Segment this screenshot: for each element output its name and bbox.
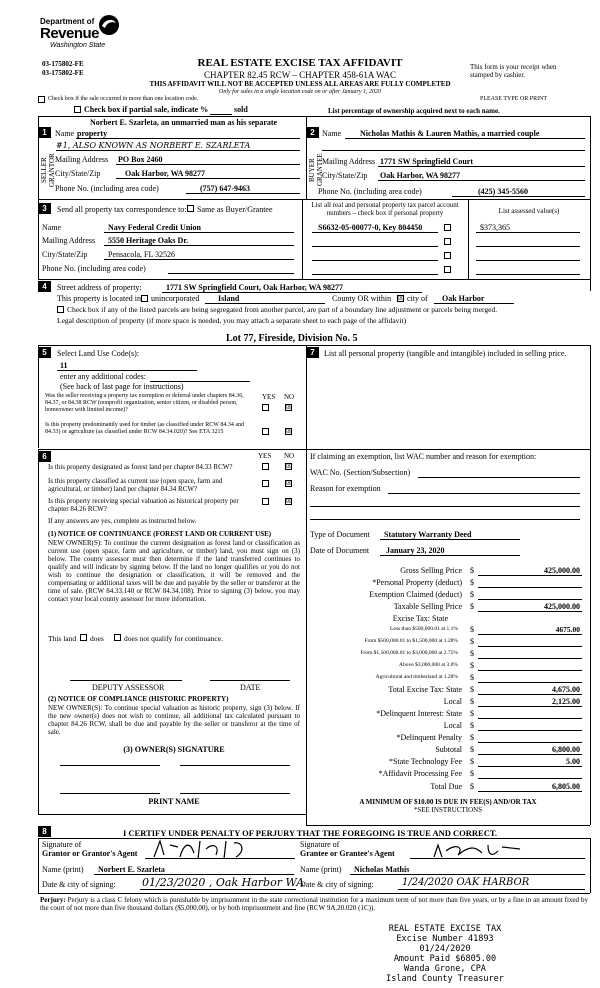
s6-q1: Is this property designated as forest land per chapter 84.33 RCW?: [48, 463, 233, 471]
s6-q2-yes-checkbox[interactable]: [262, 480, 269, 487]
corr-name-label: Name: [42, 223, 62, 232]
tier4-label: Above $3,000,000 at 3.0%: [399, 662, 458, 668]
owner-signature-label: (3) OWNER(S) SIGNATURE: [123, 745, 225, 754]
form-note: Only for sales in a single location code on or after January 1, 2020: [219, 89, 381, 95]
stamp-line2: Excise Number 41893: [396, 934, 494, 944]
seller-aka-handwritten: #1, ALSO KNOWN AS NORBERT E. SZARLETA: [56, 141, 251, 150]
logo-swirl-icon: [98, 14, 120, 36]
form-title: REAL ESTATE EXCISE TAX AFFIDAVIT: [197, 57, 403, 69]
section-3-number: 3: [38, 203, 51, 214]
stamp-line1: REAL ESTATE EXCISE TAX: [388, 924, 502, 934]
q2-no-checkbox[interactable]: ☒: [286, 427, 293, 435]
tech-fee-label: *State Technology Fee: [388, 757, 462, 766]
partial-sale-label: Check box if partial sale, indicate %: [84, 105, 209, 114]
grantor-sig-label2: Grantor or Grantor's Agent: [42, 849, 138, 858]
street-label: Street address of property:: [57, 283, 142, 292]
section-5-number: 5: [38, 347, 51, 358]
personal-property-heading: List all personal property (tangible and intangible) included in selling price.: [324, 349, 567, 358]
grantor-date-city-label: Date & city of signing:: [42, 880, 116, 889]
gross-label: Gross Selling Price: [400, 566, 462, 575]
tier3-label: From $1,500,000.01 to $3,000,000 at 2.75%: [360, 650, 458, 656]
gross-value[interactable]: 425,000.00: [544, 566, 580, 575]
seller-side-label: SELLER GRANTOR: [40, 153, 56, 187]
land-use-q1: Was the seller receiving a property tax exemption or deferral under chapters 84.36, 84.37, or 84.38 RCW (nonprofit organization, senior citizen, or disabled person, homeowner with limited income)?: [45, 393, 244, 413]
s6-q2: Is this property classified as current use (open space, farm and agricultural, or timber) land per chapter 84.34 RCW?: [48, 477, 223, 493]
tier3-dollar: $: [470, 649, 474, 658]
s6-q3-yes-checkbox[interactable]: [262, 498, 269, 505]
seller-city[interactable]: Oak Harbor, WA 98277: [125, 169, 206, 178]
q1-no-checkbox[interactable]: ☒: [286, 403, 293, 411]
seller-name-line2[interactable]: property: [77, 129, 108, 138]
land-use-label: Select Land Use Code(s):: [57, 349, 139, 358]
seller-city-label: City/State/Zip: [55, 169, 101, 178]
form-id-2: 03-175802-FE: [42, 69, 84, 77]
parcel-3-personal-checkbox[interactable]: [444, 252, 451, 259]
city-name[interactable]: Oak Harbor: [442, 294, 485, 303]
print-note: PLEASE TYPE OR PRINT: [480, 96, 548, 102]
total-state-label: Total Excise Tax: State: [388, 685, 462, 694]
legal-description[interactable]: Lot 77, Fireside, Division No. 5: [226, 333, 358, 344]
tier2-dollar: $: [470, 637, 474, 646]
grantor-print-name[interactable]: Norbert E. Szarleta: [98, 865, 165, 874]
gross-dollar: $: [470, 566, 474, 575]
boundary-checkbox[interactable]: [57, 306, 64, 313]
personal-label: *Personal Property (deduct): [372, 578, 462, 587]
corr-mailing-label: Mailing Address: [42, 236, 96, 245]
buyer-name-label: Name: [322, 129, 342, 138]
perjury-text: Perjury is a class C felony which is punishable by imprisonment in the state correctional institution for a maximum term of not more than five years, or by a fine in an amount fixed by the court of not more than five thousand dollars ($5,000.00), or by both imprisonment and fine (RCW 9A.20.020 (1C)).: [40, 896, 588, 912]
doc-type[interactable]: Statutory Warranty Deed: [384, 530, 472, 539]
corr-mailing[interactable]: 5550 Heritage Oaks Dr.: [108, 236, 189, 245]
s6-q1-yes-checkbox[interactable]: [262, 463, 269, 470]
section-2-number: 2: [306, 127, 319, 138]
this-land-label: This land: [48, 634, 77, 643]
total-state-value[interactable]: 4,675.00: [552, 685, 580, 694]
section-4-number: 4: [38, 281, 51, 292]
agency-line1: Department of: [40, 17, 95, 26]
seller-mailing[interactable]: PO Box 2460: [118, 155, 163, 164]
deputy-assessor-label: DEPUTY ASSESSOR: [92, 683, 165, 692]
tier2-label: From $500,000.01 to $1,500,000 at 1.28%: [364, 638, 458, 644]
land-use-code[interactable]: 11: [60, 361, 68, 370]
seller-name-label: Name: [55, 129, 75, 138]
city-of-label: city of: [407, 294, 428, 303]
buyer-name[interactable]: Nicholas Mathis & Lauren Mathis, a married couple: [360, 129, 540, 138]
taxable-value[interactable]: 425,000.00: [544, 602, 580, 611]
tier1-label: Less than $500,000.01 at 1.1%: [390, 626, 458, 632]
affidavit-fee-dollar: $: [470, 769, 474, 778]
print-name-label: PRINT NAME: [148, 797, 200, 806]
stamp-line4: Amount Paid $6805.00: [393, 954, 497, 964]
treasurer-stamp: [370, 924, 520, 984]
located-label: This property is located in: [57, 294, 141, 303]
notice2-title: (2) NOTICE OF COMPLIANCE (HISTORIC PROPERTY): [48, 695, 229, 703]
parcel-1-personal-checkbox[interactable]: [444, 224, 451, 231]
land-use-q2: Is this property predominantly used for timber (as classified under RCW 84.34 and 84.33) or agriculture (as classified under RCW 84.34.020)? See ETA 3215: [45, 422, 245, 435]
corr-city[interactable]: Pensacola, FL 32526: [108, 250, 176, 259]
total-state-dollar: $: [470, 685, 474, 694]
subtotal-value[interactable]: 6,800.00: [552, 745, 580, 754]
tier5-dollar: $: [470, 673, 474, 682]
deputy-date-label: DATE: [240, 683, 261, 692]
taxable-label: Taxable Selling Price: [393, 602, 462, 611]
seller-phone[interactable]: (757) 647-9463: [200, 184, 250, 193]
certify-statement: I CERTIFY UNDER PENALTY OF PERJURY THAT THE FOREGOING IS TRUE AND CORRECT.: [122, 828, 497, 838]
exemption-heading: If claiming an exemption, list WAC number and reason for exemption:: [310, 452, 537, 461]
grantor-date-city[interactable]: 01/23/2020 , Oak Harbor WA: [142, 876, 305, 889]
s6-any-yes: If any answers are yes, complete as instructed below.: [48, 517, 197, 525]
section-1-number: 1: [38, 127, 51, 138]
stamp-line3: 01/24/2020: [419, 944, 471, 954]
unincorporated-checkbox[interactable]: [141, 295, 148, 302]
unincorporated-label: unincorporated: [151, 294, 200, 303]
same-as-buyer-label: Same as Buyer/Grantee: [197, 205, 273, 214]
subtotal-dollar: $: [470, 745, 474, 754]
grantee-sig-label2: Grantee or Grantee's Agent: [300, 849, 395, 858]
delinq-state-dollar: $: [470, 709, 474, 718]
grantee-date-city-label: Date & city of signing:: [300, 880, 374, 889]
notice1-title: (1) NOTICE OF CONTINUANCE (FOREST LAND OR CURRENT USE): [48, 530, 272, 538]
does-not-checkbox[interactable]: [114, 634, 121, 641]
taxable-dollar: $: [470, 602, 474, 611]
corr-name[interactable]: Navy Federal Credit Union: [108, 223, 201, 232]
s6-q3-no-checkbox[interactable]: ☒: [286, 497, 293, 505]
legal-note: Legal description of property (if more space is needed, you may attach a separate sheet to each page of the affidavit): [57, 316, 407, 325]
minimum-note: A MINIMUM OF $10.00 IS DUE IN FEE(S) AND/OR TAX: [359, 798, 537, 806]
form-warning: THIS AFFIDAVIT WILL NOT BE ACCEPTED UNLESS ALL AREAS ARE FULLY COMPLETED: [149, 80, 451, 88]
street-address[interactable]: 1771 SW Springfield Court, Oak Harbor, WA 98277: [166, 283, 343, 292]
s6-q1-no-checkbox[interactable]: ☒: [286, 462, 293, 470]
receipt-note: This form is your receipt when stamped by cashier.: [470, 63, 557, 79]
buyer-mailing-label: Mailing Address: [322, 157, 376, 166]
local-label: Local: [443, 697, 462, 706]
county-name[interactable]: Island: [218, 294, 240, 303]
form-id-1: 03-175802-FE: [42, 60, 84, 68]
does-not-label: does not qualify for continuance.: [124, 634, 223, 643]
exemption-dollar: $: [470, 590, 474, 599]
section-7-number: 7: [306, 347, 319, 358]
delinq-local-dollar: $: [470, 721, 474, 730]
multi-location-label: Check box if the sale occurred in more than one location code.: [48, 96, 199, 102]
tier4-dollar: $: [470, 661, 474, 670]
parcels-heading: List all real and personal property tax parcel account numbers – check box if personal property: [311, 201, 459, 217]
agency-name: Revenue: [40, 25, 100, 42]
boundary-note: Check box if any of the listed parcels are being segregated from another parcel, are part of a boundary line adjustment or parcels being merged.: [67, 305, 498, 314]
exemption-label: Exemption Claimed (deduct): [369, 590, 462, 599]
doc-date-label: Date of Document: [310, 546, 370, 555]
seller-name-line1[interactable]: Norbert E. Szarleta, an unmarried man as his separate: [90, 118, 278, 127]
wac-label: WAC No. (Section/Subsection): [310, 468, 411, 477]
affidavit-fee-label: *Affidavit Processing Fee: [378, 769, 462, 778]
does-label: does: [90, 634, 104, 643]
total-due-label: Total Due: [430, 782, 462, 791]
county-label: County OR within: [332, 294, 392, 303]
land-use-yes-label: YES: [262, 393, 276, 401]
delinq-local-label: Local: [443, 721, 462, 730]
delinq-penalty-dollar: $: [470, 733, 474, 742]
assessed-heading: List assessed value(s): [498, 207, 560, 215]
corr-city-label: City/State/Zip: [42, 250, 88, 259]
land-use-no-label: NO: [284, 393, 295, 401]
assessed-value[interactable]: $373,365: [480, 223, 510, 232]
additional-codes-label: enter any additional codes:: [60, 372, 146, 381]
s6-q2-no-checkbox[interactable]: ☒: [286, 479, 293, 487]
buyer-side-label: BUYER GRANTEE: [308, 153, 324, 187]
notice2-body: NEW OWNER(S): To continue special valuation as historic property, sign (3) below. If the new owner(s) does not wish to continue, all additional tax calculated pursuant to chapter 84.26 RCW, shall be due and payable by the seller or transferor at the time of sale.: [48, 704, 300, 736]
agency-state: Washington State: [50, 42, 106, 49]
grantee-sig-label1: Signature of: [300, 840, 340, 849]
tier1-value[interactable]: 4675.00: [555, 625, 580, 634]
buyer-mailing[interactable]: 1771 SW Springfield Court: [380, 157, 473, 166]
back-note: (See back of last page for instructions): [60, 382, 184, 391]
grantee-print-name[interactable]: Nicholas Mathis: [354, 865, 410, 874]
tier1-dollar: $: [470, 625, 474, 634]
parcel-number[interactable]: S6632-05-00077-0, Key 804450: [318, 223, 423, 232]
notice1-body: NEW OWNER(S): To continue the current designation as forest land or classification as current use (open space, farm and agriculture, or timber) land, you must sign on (3) below. The county assessor must then determine if the land transferred continues to qualify and will indicate by signing below. If the land no longer qualifies or you do not wish to continue the designation or classification, it will be removed and the compensating or additional taxes will be due and payable by the seller or transferor at the time of sale. (RCW 84.33.140 or RCW 84.34.108). Prior to signing (3) below, you may contact your local county assessor for more information.: [48, 539, 300, 603]
subtotal-label: Subtotal: [435, 745, 462, 754]
dor-logo: [40, 14, 130, 54]
perjury-label: Perjury:: [40, 896, 66, 904]
multi-location-checkbox[interactable]: [38, 96, 45, 103]
stamp-line5: Wanda Grone, CPA: [404, 964, 486, 974]
parcel-4-personal-checkbox[interactable]: [444, 266, 451, 273]
correspondence-heading: Send all property tax correspondence to:: [57, 205, 187, 214]
grantor-print-label: Name (print): [42, 865, 84, 874]
corr-phone-label: Phone No. (including area code): [42, 264, 146, 273]
s6-yes-label: YES: [258, 452, 272, 460]
q2-yes-checkbox[interactable]: [262, 428, 269, 435]
doc-date[interactable]: January 23, 2020: [386, 546, 445, 555]
grantee-date-city[interactable]: 1/24/2020 OAK HARBOR: [402, 877, 530, 888]
tech-fee-dollar: $: [470, 757, 474, 766]
reason-label: Reason for exemption: [310, 484, 381, 493]
section-6-number: 6: [38, 451, 51, 462]
doc-type-label: Type of Document: [310, 530, 370, 539]
seller-mailing-label: Mailing Address: [55, 155, 109, 164]
buyer-city-label: City/State/Zip: [322, 171, 368, 180]
tech-fee-value[interactable]: 5.00: [566, 757, 580, 766]
q1-yes-checkbox[interactable]: [262, 404, 269, 411]
grantee-print-label: Name (print): [300, 865, 342, 874]
s6-q3: Is this property receiving special valuation as historical property per chapter 84.26 RCW?: [48, 497, 239, 513]
perjury-notice: [40, 896, 588, 912]
partial-sale-sold: sold: [234, 105, 248, 114]
grantor-sig-label1: Signature of: [42, 840, 82, 849]
buyer-phone-label: Phone No. (including area code): [318, 187, 422, 196]
personal-dollar: $: [470, 578, 474, 587]
delinq-state-label: *Delinquent Interest: State: [376, 709, 462, 718]
local-value[interactable]: 2,125.00: [552, 697, 580, 706]
section-8-number: 8: [38, 826, 51, 837]
city-of-checkbox[interactable]: ☒: [398, 294, 405, 302]
form-subtitle: CHAPTER 82.45 RCW – CHAPTER 458-61A WAC: [204, 70, 396, 80]
tier5-label: Agricultural and timberland at 1.28%: [375, 674, 458, 680]
ownership-note: List percentage of ownership acquired next to each name.: [328, 107, 500, 115]
excise-state-label: Excise Tax: State: [392, 614, 448, 623]
seller-phone-label: Phone No. (including area code): [55, 184, 159, 193]
parcel-2-personal-checkbox[interactable]: [444, 238, 451, 245]
does-checkbox[interactable]: [80, 634, 87, 641]
see-instructions: *SEE INSTRUCTIONS: [413, 806, 483, 814]
partial-sale-checkbox[interactable]: [74, 106, 81, 113]
buyer-phone[interactable]: (425) 345-5560: [478, 187, 528, 196]
local-dollar: $: [470, 697, 474, 706]
delinq-penalty-label: *Delinquent Penalty: [396, 733, 462, 742]
total-due-value[interactable]: 6,805.00: [552, 782, 580, 791]
total-due-dollar: $: [470, 782, 474, 791]
buyer-city[interactable]: Oak Harbor, WA 98277: [380, 171, 461, 180]
same-as-buyer-checkbox[interactable]: [187, 205, 194, 212]
s6-no-label: NO: [284, 452, 295, 460]
stamp-line6: Island County Treasurer: [386, 974, 504, 984]
